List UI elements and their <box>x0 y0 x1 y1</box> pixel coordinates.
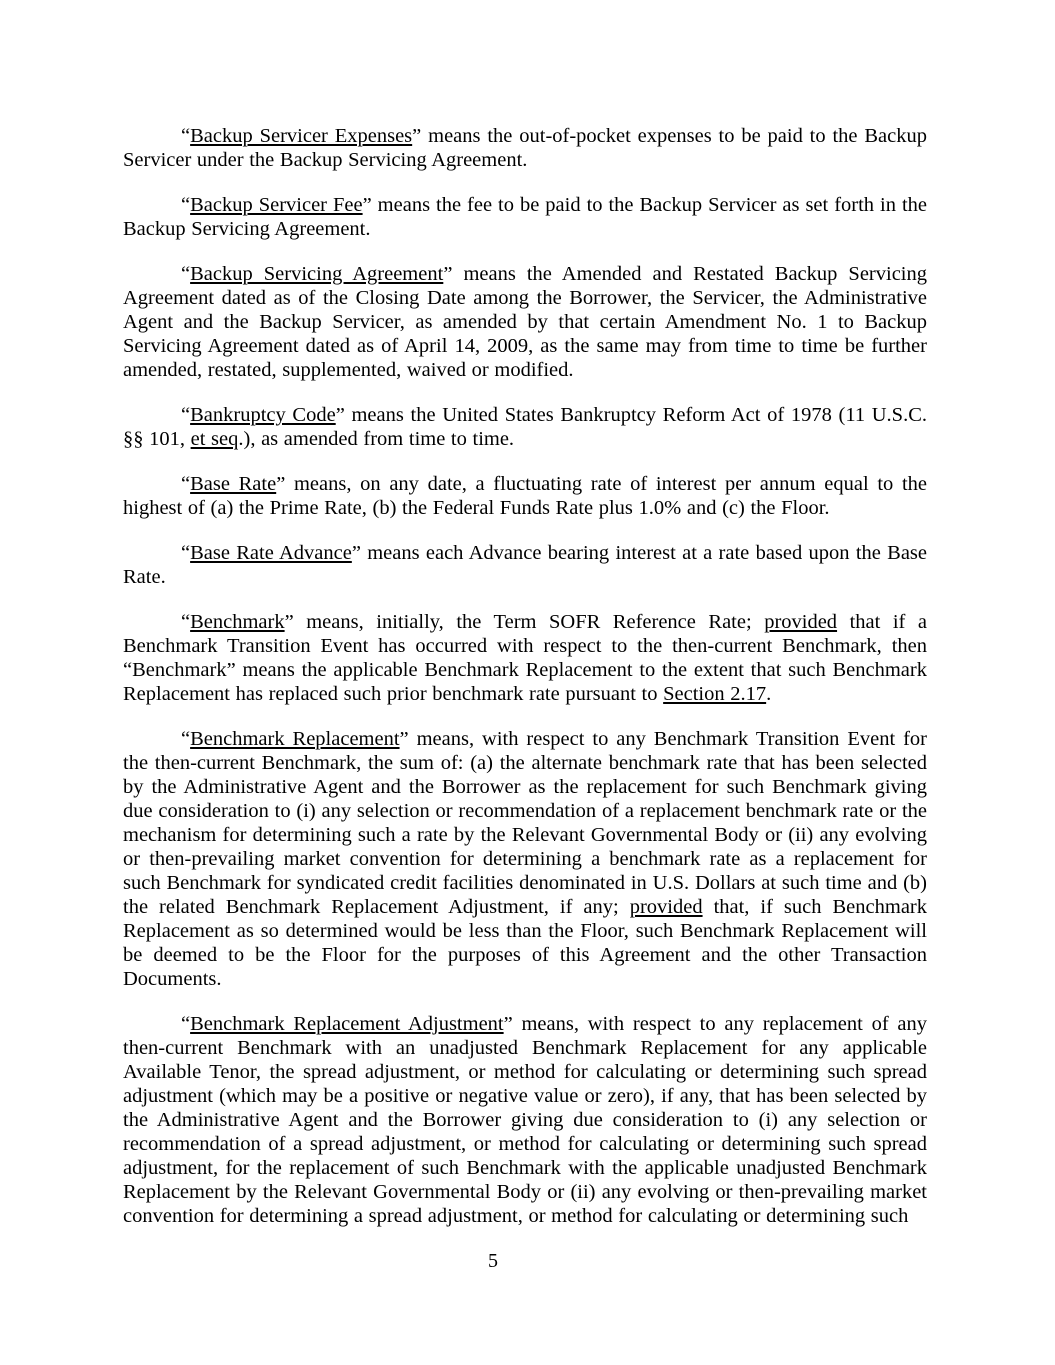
underlined-term: Benchmark Replacement <box>190 728 400 750</box>
underlined-term: Bankruptcy Code <box>190 404 336 426</box>
underlined-term: Benchmark Replacement Adjustment <box>190 1013 504 1035</box>
paragraph-text: ” means the United States Bankruptcy Reform Act of 1978 (11 U.S.C. §§ 101, <box>123 404 927 450</box>
paragraph-text: “ <box>181 1013 191 1035</box>
definition-paragraph <box>123 472 927 520</box>
underlined-term: et seq <box>190 428 239 450</box>
paragraph-text: “ <box>181 728 191 750</box>
underlined-term: Backup Servicing Agreement <box>190 263 444 285</box>
underlined-term: Backup Servicer Expenses <box>190 125 413 147</box>
underlined-term: Base Rate <box>190 473 277 495</box>
paragraph-text: ” means the Amended and Restated Backup Servicing Agreement dated as of the Closing Date among the Borrower, the Servicer, the Administrative Agent and the Backup Servicer, as amended by that certain Amendment No. 1 to Backup Servicing Agreement dated as of April 14, 2009, as the same may from time to time be further amended, restated, supplemented, waived or modified. <box>123 263 927 381</box>
definition-paragraph <box>123 727 927 991</box>
page-number: 5 <box>488 1250 498 1272</box>
definition-paragraph <box>123 193 927 241</box>
paragraph-text: . <box>766 683 772 705</box>
paragraph-text: “ <box>181 611 191 633</box>
paragraph-text: ” means the fee to be paid to the Backup Servicer as set forth in the Backup Servicing Agreement. <box>123 194 927 240</box>
paragraph-text: .), as amended from time to time. <box>238 428 515 450</box>
paragraph-text: “ <box>181 125 191 147</box>
paragraph-text: ” means, with respect to any replacement of any then-current Benchmark with an unadjusted Benchmark Replacement for any applicable Available Tenor, the spread adjustment, or method for calculating or determining such spread adjustment (which may be a positive or negative value or zero), if any, that has been selected by the Administrative Agent and the Borrower giving due consideration to (i) any selection or recommendation of a spread adjustment, or method for calculating or determining such spread adjustment, for the replacement of such Benchmark with the applicable unadjusted Benchmark Replacement by the Relevant Governmental Body or (ii) any evolving or then-prevailing market convention for determining a spread adjustment, or method for calculating or determining such <box>123 1013 928 1227</box>
definition-paragraph <box>123 124 927 172</box>
paragraph-text: ” means the out-of-pocket expenses to be paid to the Backup Servicer under the Backup Servicing Agreement. <box>123 125 927 171</box>
paragraph-text: ” means, initially, the Term SOFR Reference Rate; <box>284 611 765 633</box>
underlined-term: Base Rate Advance <box>190 542 352 564</box>
paragraph-text: “ <box>181 473 191 495</box>
paragraph-text: that if a Benchmark Transition Event has occurred with respect to the then-current Benchmark, then “Benchmark” means the applicable Benchmark Replacement to the extent that such Benchmark Replacement has replaced such prior benchmark rate pursuant to <box>123 611 927 705</box>
paragraph-text: “ <box>181 542 191 564</box>
definition-paragraph <box>123 1012 927 1228</box>
definition-paragraph <box>123 403 927 451</box>
definition-paragraph <box>123 262 927 382</box>
underlined-term: Backup Servicer Fee <box>190 194 363 216</box>
underlined-term: Section 2.17 <box>663 683 767 705</box>
underlined-term: Benchmark <box>190 611 285 633</box>
paragraph-text: “ <box>181 404 191 426</box>
paragraph-text: ” means, on any date, a fluctuating rate of interest per annum equal to the highest of (a) the Prime Rate, (b) the Federal Funds Rate plus 1.0% and (c) the Floor. <box>123 473 927 519</box>
definition-paragraph <box>123 541 927 589</box>
page-footer <box>91 1249 895 1273</box>
paragraph-text: “ <box>181 194 191 216</box>
paragraph-text: ” means each Advance bearing interest at a rate based upon the Base Rate. <box>123 542 927 588</box>
paragraph-text: that, if such Benchmark Replacement as so determined would be less than the Floor, such Benchmark Replacement will be deemed to be the Floor for the purposes of this Agreement and the other Transaction Documents. <box>123 896 927 990</box>
underlined-term: provided <box>629 896 703 918</box>
underlined-term: provided <box>764 611 838 633</box>
paragraph-text: ” means, with respect to any Benchmark Transition Event for the then-current Benchmark, the sum of: (a) the alternate benchmark rate that has been selected by the Administrative Agent and the Borrower as the replacement for such Benchmark giving due consideration to (i) any selection or recommendation of a replacement benchmark rate or the mechanism for determining such a rate by the Relevant Governmental Body or (ii) any evolving or then-prevailing market convention for determining a benchmark rate as a replacement for such Benchmark for syndicated credit facilities denominated in U.S. Dollars at such time and (b) the related Benchmark Replacement Adjustment, if any; <box>123 728 927 918</box>
definition-paragraph <box>123 610 927 706</box>
document-body <box>123 124 927 1228</box>
paragraph-text: “ <box>181 263 191 285</box>
